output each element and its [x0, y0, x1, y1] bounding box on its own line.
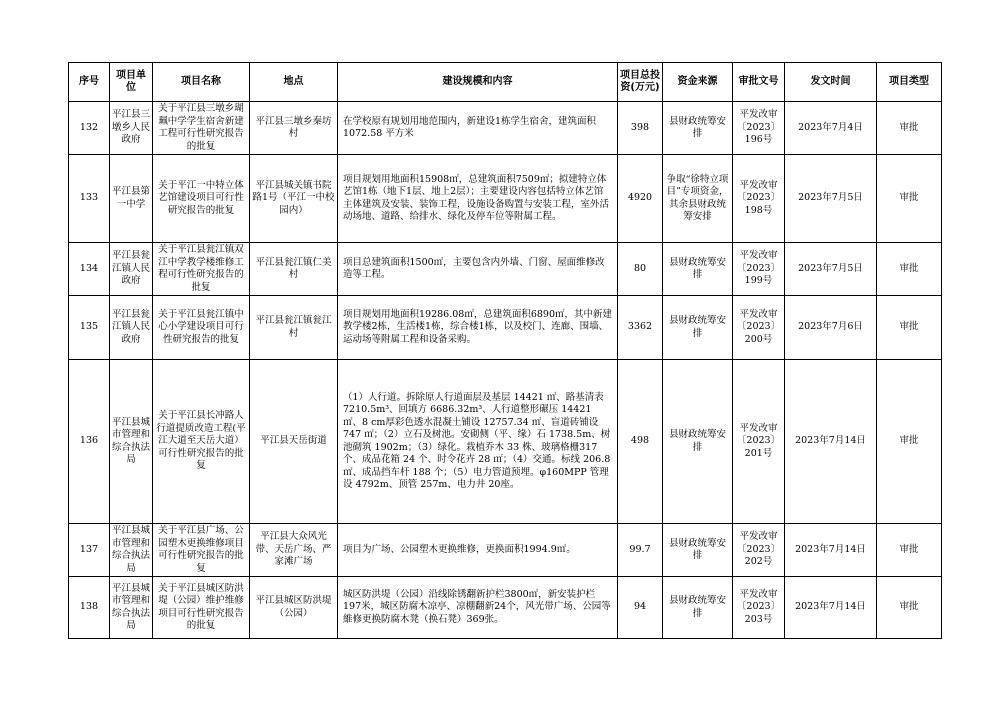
cell-location: 平江县天岳街道 [250, 360, 338, 524]
cell-seq: 138 [69, 577, 110, 639]
cell-type: 审批 [877, 102, 942, 155]
cell-scope: （1）人行道。拆除原人行道面层及基层 14421 ㎡、路基清表 7210.5m³、回填方 6686.32m³、人行道整形碾压 14421 ㎡、8 cm厚彩色透水混凝土铺设 12757.34 ㎡、盲道砖铺设747 ㎡；（2）立石及树池。安砌侧（平、缘）石 1738.5m、树池砌筑 1902m；（3）绿化。栽植乔木 33 株、玻璃格栅317 个、成品花箱 24 个、时令花卉 28 ㎡；（4）交通。标线 206.8 ㎡、成品挡车杆 188 个；（5）电力管道预埋。φ160MPP 管理设 4792m、顶管 257m、电力井 20座。 [338, 360, 618, 524]
table-row [69, 524, 942, 577]
cell-location: 平江县城区防洪堤（公园） [250, 577, 338, 639]
header-location: 地点 [250, 63, 338, 102]
cell-name: 关于平江县广场、公园塑木更换维修项目可行性研究报告的批复 [153, 524, 250, 577]
cell-invest: 94 [618, 577, 663, 639]
cell-fund: 县财政统筹安排 [663, 360, 733, 524]
project-approval-table [68, 62, 942, 639]
cell-invest: 4920 [618, 155, 663, 243]
cell-location: 平江县三墩乡秦坊村 [250, 102, 338, 155]
header-invest: 项目总投资(万元) [618, 63, 663, 102]
cell-fund: 县财政统筹安排 [663, 524, 733, 577]
header-date: 发文时间 [785, 63, 877, 102]
cell-unit: 平江县城市管理和综合执法局 [110, 360, 153, 524]
cell-unit: 平江县瓮江镇人民政府 [110, 296, 153, 360]
cell-date: 2023年7月5日 [785, 243, 877, 296]
cell-fund: 县财政统筹安排 [663, 243, 733, 296]
cell-name: 关于平江县瓮江镇中心小学建设项目可行性研究报告的批复 [153, 296, 250, 360]
cell-name: 关于平江县三墩乡瑚珮中学学生宿舍新建工程可行性研究报告的批复 [153, 102, 250, 155]
cell-unit: 平江县瓮江镇人民政府 [110, 243, 153, 296]
table-row [69, 360, 942, 524]
cell-invest: 398 [618, 102, 663, 155]
cell-invest: 498 [618, 360, 663, 524]
cell-type: 审批 [877, 243, 942, 296]
header-type: 项目类型 [877, 63, 942, 102]
cell-scope: 城区防洪堤（公园）沿线除锈翻新护栏3800㎡，新安装护栏197米，城区防腐木凉亭、凉棚翻新24个，风光带广场、公园等維修更换防腐木凳（换石凳）369张。 [338, 577, 618, 639]
cell-fund: 县财政统筹安排 [663, 296, 733, 360]
cell-seq: 134 [69, 243, 110, 296]
cell-scope: 项目为广场、公园塑木更换维修，更换面积1994.9㎡。 [338, 524, 618, 577]
cell-type: 审批 [877, 577, 942, 639]
cell-unit: 平江县三墩乡人民政府 [110, 102, 153, 155]
cell-doc-no: 平发改审〔2023〕198号 [733, 155, 785, 243]
header-scope: 建设规模和内容 [338, 63, 618, 102]
cell-invest: 80 [618, 243, 663, 296]
header-doc-no: 审批文号 [733, 63, 785, 102]
cell-unit: 平江县城市管理和综合执法局 [110, 524, 153, 577]
cell-scope: 项目规划用地面积15908㎡，总建筑面积7509㎡；拟建特立体艺馆1栋（地下1层、地上2层）；主要建设内容包括特立体艺馆主体建筑及安装、装饰工程，设施设备购置与安装工程，室外活动场地、道路、给排水、绿化及停车位等附属工程。 [338, 155, 618, 243]
cell-invest: 3362 [618, 296, 663, 360]
cell-date: 2023年7月14日 [785, 577, 877, 639]
cell-unit: 平江县第一中学 [110, 155, 153, 243]
cell-fund: 争取“徐特立项目”专项资金，其余县财政统筹安排 [663, 155, 733, 243]
cell-doc-no: 平发改审〔2023〕203号 [733, 577, 785, 639]
cell-scope: 项目规划用地面积19286.08㎡，总建筑面积6890㎡，其中新建教学楼2栋，生活楼1栋，综合楼1栋，以及校门、连廊、围墙、运动场等附属工程和设备采购。 [338, 296, 618, 360]
cell-doc-no: 平发改审〔2023〕196号 [733, 102, 785, 155]
cell-scope: 项目总建筑面积1500㎡，主要包含内外墙、门窗、屋面维修改造等工程。 [338, 243, 618, 296]
cell-seq: 133 [69, 155, 110, 243]
cell-location: 平江县大众风光带、天岳广场、严家滩广场 [250, 524, 338, 577]
cell-doc-no: 平发改审〔2023〕202号 [733, 524, 785, 577]
cell-seq: 132 [69, 102, 110, 155]
cell-date: 2023年7月6日 [785, 296, 877, 360]
table-row [69, 155, 942, 243]
cell-location: 平江县瓮江镇瓮江村 [250, 296, 338, 360]
header-fund: 资金来源 [663, 63, 733, 102]
cell-seq: 137 [69, 524, 110, 577]
cell-type: 审批 [877, 155, 942, 243]
cell-type: 审批 [877, 296, 942, 360]
cell-doc-no: 平发改审〔2023〕201号 [733, 360, 785, 524]
cell-name: 关于平江县城区防洪堤（公园）维护维修项目可行性研究报告的批复 [153, 577, 250, 639]
cell-date: 2023年7月14日 [785, 524, 877, 577]
cell-type: 审批 [877, 360, 942, 524]
header-unit: 项目单位 [110, 63, 153, 102]
cell-fund: 县财政统筹安排 [663, 102, 733, 155]
table-row [69, 577, 942, 639]
header-seq: 序号 [69, 63, 110, 102]
cell-date: 2023年7月5日 [785, 155, 877, 243]
table-header-row [69, 63, 942, 102]
cell-date: 2023年7月14日 [785, 360, 877, 524]
cell-name: 关于平江县瓮江镇双江中学教学楼维修工程可行性研究报告的批复 [153, 243, 250, 296]
table-row [69, 102, 942, 155]
table-row [69, 243, 942, 296]
cell-name: 关于平江县长冲路人行道提质改造工程(平江大道至天岳大道）可行性研究报告的批复 [153, 360, 250, 524]
cell-name: 关于平江一中特立体艺馆建设项目可行性研究报告的批复 [153, 155, 250, 243]
table-row [69, 296, 942, 360]
cell-fund: 县财政统筹安排 [663, 577, 733, 639]
header-name: 项目名称 [153, 63, 250, 102]
cell-invest: 99.7 [618, 524, 663, 577]
cell-seq: 136 [69, 360, 110, 524]
cell-type: 审批 [877, 524, 942, 577]
cell-location: 平江县瓮江镇仁美村 [250, 243, 338, 296]
cell-seq: 135 [69, 296, 110, 360]
cell-date: 2023年7月4日 [785, 102, 877, 155]
cell-location: 平江县城关镇书院路1号（平江一中校园内） [250, 155, 338, 243]
cell-scope: 在学校原有规划用地范围内，新建设1栋学生宿舍，建筑面积1072.58 平方米 [338, 102, 618, 155]
cell-unit: 平江县城市管理和综合执法局 [110, 577, 153, 639]
cell-doc-no: 平发改审〔2023〕200号 [733, 296, 785, 360]
cell-doc-no: 平发改审〔2023〕199号 [733, 243, 785, 296]
